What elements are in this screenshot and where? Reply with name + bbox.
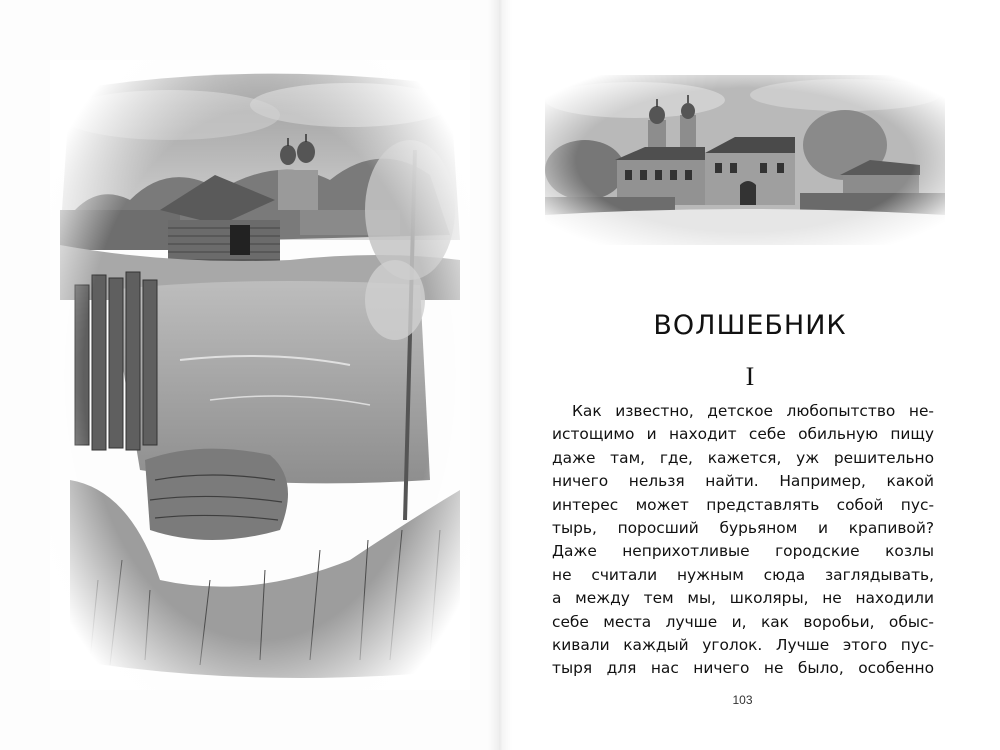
text-line: интерес может представлять собой пус- bbox=[552, 495, 934, 514]
book-gutter bbox=[488, 0, 512, 750]
text-line: кивали каждый уголок. Лучше этого пус- bbox=[552, 635, 934, 654]
page-number: 103 bbox=[732, 693, 753, 707]
chapter-title: ВОЛШЕБНИК bbox=[653, 310, 847, 341]
text-line: а между тем мы, школяры, не находили bbox=[552, 589, 934, 608]
text-line: тыря для нас ничего не было, особенно bbox=[552, 659, 934, 678]
right-page bbox=[500, 0, 1000, 750]
text-line: ничего нельзя найти. Например, какой bbox=[552, 472, 934, 491]
text-line: истощимо и находит себе обильную пищу bbox=[552, 425, 934, 444]
village-pond-illustration bbox=[50, 60, 470, 690]
chapter-number: I bbox=[745, 362, 755, 391]
text-line: себе места лучше и, как воробьи, обыс- bbox=[552, 612, 934, 631]
text-line: Даже неприхотливые городские козлы bbox=[552, 542, 934, 561]
text-line: даже там, где, кажется, уж решительно bbox=[552, 448, 934, 467]
body-text bbox=[552, 400, 934, 681]
town-headpiece-illustration bbox=[545, 75, 945, 245]
text-line: Как известно, детское любопытство не- bbox=[572, 402, 934, 420]
text-line: не считали нужным сюда заглядывать, bbox=[552, 565, 934, 584]
text-line: тырь, поросший бурьяном и крапивой? bbox=[552, 518, 934, 537]
